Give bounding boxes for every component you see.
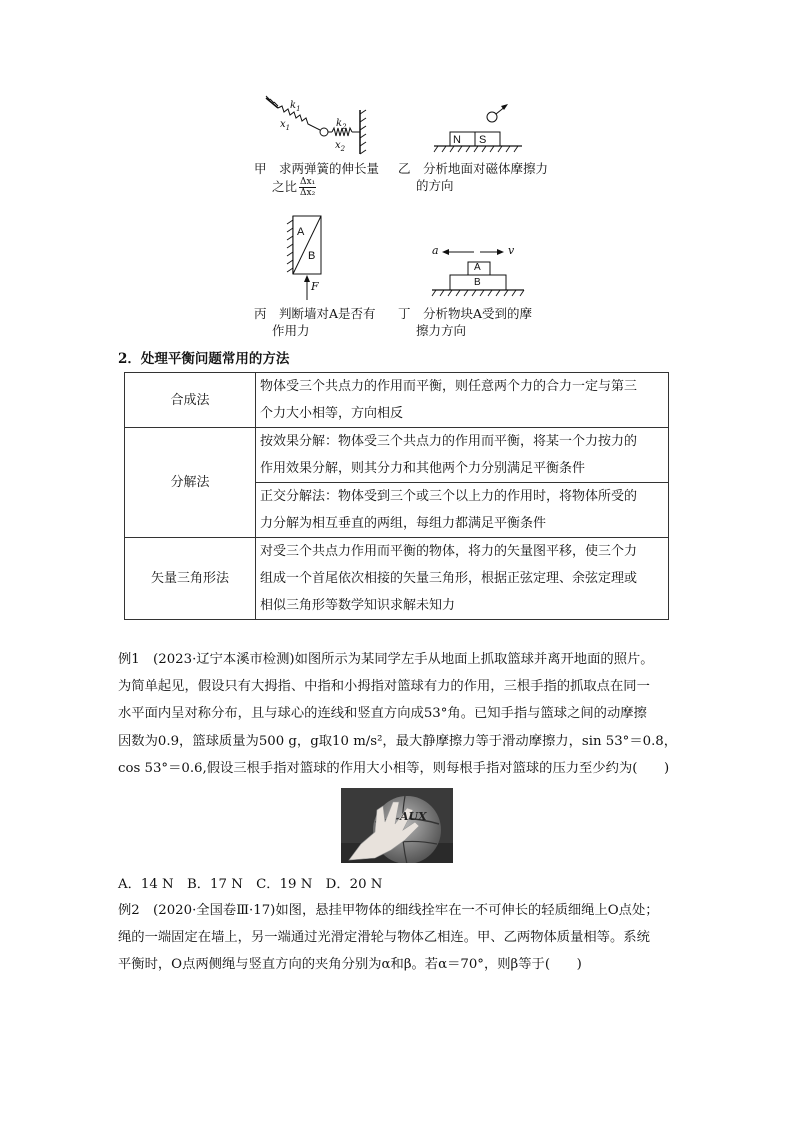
method-desc-synthesis [256,373,669,428]
example2-line: 例2 (2020·全国卷Ⅲ·17)如图，悬挂甲物体的细线拴牢在一不可伸长的轻质细绳上O点处； [118,903,659,918]
figure-bing-caption-line2: 作用力 [272,323,310,338]
method-desc-orthogonal [256,483,669,538]
method-desc-vector-triangle [256,538,669,620]
method-name-decomposition: 分解法 [125,428,256,538]
label-k1: $k_1$ [290,100,301,113]
method-name-synthesis: 合成法 [125,373,256,428]
example1-text [118,646,678,782]
figure-jia-caption-line1: 甲 求两弹簧的伸长量 [254,161,380,176]
figure-yi-caption [398,160,548,194]
example1-line: 为简单起见，假设只有大拇指、中指和小拇指对篮球有力的作用，三根手指的抓取点在同一 [118,679,650,695]
desc-line: 对受三个共点力作用而平衡的物体，将力的矢量图平移，使三个力 [260,544,638,559]
block-a-label: A [297,226,305,238]
figure-yi-diagram [430,100,525,156]
example2-line: 绳的一端固定在墙上，另一端通过光滑定滑轮与物体乙相连。甲、乙两物体质量相等。系统 [118,930,650,946]
block-b-label: B [308,250,316,262]
desc-line: 物体受三个共点力的作用而平衡，则任意两个力的合力一定与第三 [260,379,638,394]
label-x1: $x_1$ [280,119,291,132]
figure-bing-caption-line1: 丙 判断墙对A是否有 [254,306,376,321]
pole-n-label: N [453,134,461,146]
desc-line: 按效果分解：物体受三个共点力的作用而平衡，将某一个力按力的 [260,434,638,449]
figure-bing-diagram [282,210,332,302]
example1-line: 因数为0.9，篮球质量为500 g，g取10 m/s²，最大静摩擦力等于滑动摩擦力，sin 53°＝0.8， [118,733,678,749]
table-row [125,373,669,428]
desc-line: 作用效果分解，则其分力和其他两个力分别满足平衡条件 [260,461,586,476]
figure-ding-caption-line2: 擦力方向 [416,323,467,338]
figure-ding-caption-line1: 丁 分析物块A受到的摩 [398,306,533,321]
table-row [125,538,669,620]
desc-line: 力分解为相互垂直的两组，每组力都满足平衡条件 [260,516,547,531]
desc-line: 个力大小相等，方向相反 [260,406,404,421]
example1-options: A．14 N B．17 N C．19 N D．20 N [118,877,383,892]
ball-brand-text: AUX [400,810,427,823]
figure-ding-caption [398,305,532,339]
label-k2: $k_2$ [336,118,347,131]
velocity-v-label: v [508,244,515,257]
fraction-denominator: Δx₂ [300,188,316,198]
block-b-bottom-label: B [474,277,481,288]
figure-jia-diagram [262,94,374,160]
figure-yi-caption-line1: 乙 分析地面对磁体摩擦力 [398,161,549,176]
label-x2: $x_2$ [335,140,346,153]
force-f-label: F [311,280,319,293]
example1-line: 例1 (2023·辽宁本溪市检测)如图所示为某同学左手从地面上抓取篮球并离开地面的照片。 [118,652,654,667]
section-heading: 2．处理平衡问题常用的方法 [118,351,290,367]
basketball-hand-photo [341,788,453,863]
acceleration-a-label: a [432,244,439,257]
methods-table [124,372,669,620]
method-desc-effect [256,428,669,483]
table-row [125,428,669,483]
desc-line: 正交分解法：物体受到三个或三个以上力的作用时，将物体所受的 [260,489,638,504]
ratio-fraction [299,177,316,198]
figure-bing-caption [254,305,376,339]
desc-line: 组成一个首尾依次相接的矢量三角形，根据正弦定理、余弦定理或 [260,571,638,586]
block-a-top-label: A [474,262,481,273]
figure-jia-caption-prefix: 之比 [272,179,298,194]
desc-line: 相似三角形等数学知识求解未知力 [260,598,456,613]
example1-line: 水平面内呈对称分布，且与球心的连线和竖直方向成53°角。已知手指与篮球之间的动摩擦 [118,706,647,722]
figure-jia-caption [254,160,379,198]
fraction-numerator: Δx₁ [300,177,316,187]
pole-s-label: S [479,134,487,146]
example1-line: cos 53°＝0.6,假设三根手指对篮球的作用大小相等，则每根手指对篮球的压力至少约为( ) [118,760,670,776]
method-name-vector-triangle: 矢量三角形法 [125,538,256,620]
example2-line: 平衡时，O点两侧绳与竖直方向的夹角分别为α和β。若α＝70°，则β等于( ) [118,957,582,973]
example2-text [118,897,678,979]
figure-yi-caption-line2: 的方向 [416,178,454,193]
